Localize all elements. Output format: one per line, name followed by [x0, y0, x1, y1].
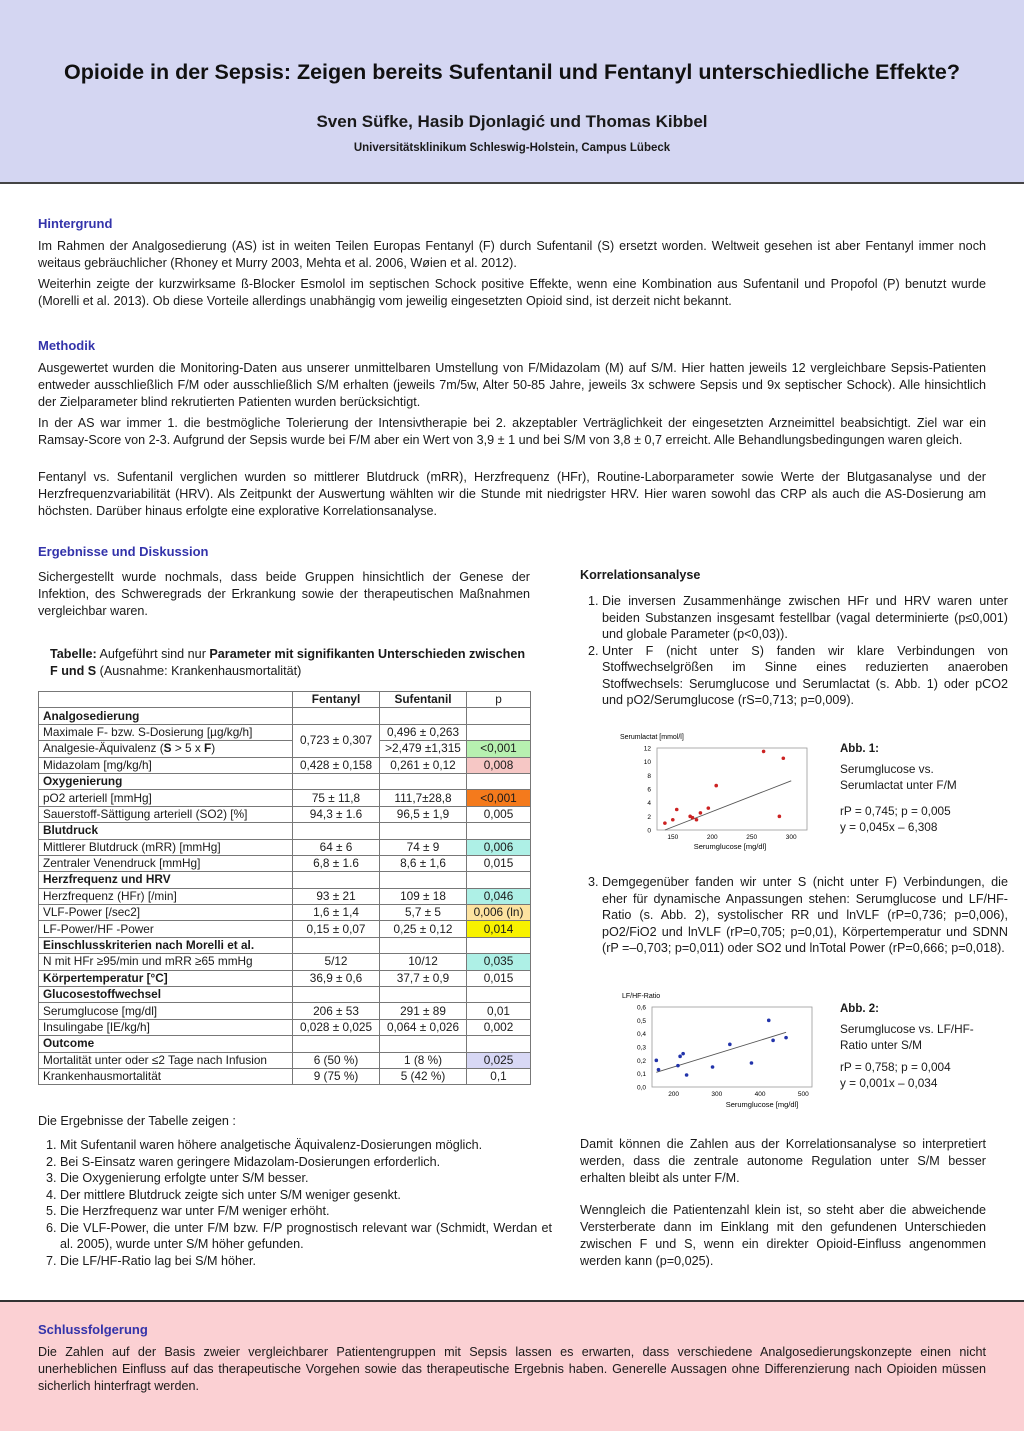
cell-p: 0,046	[467, 888, 531, 904]
fig2-data-point	[771, 1039, 775, 1043]
cell-sufentanil: 10/12	[380, 954, 467, 970]
fig1-data-point	[671, 818, 675, 822]
table-row	[39, 1068, 531, 1084]
cell-fentanyl: 75 ± 11,8	[293, 790, 380, 806]
list-item: 3. Die Oxygenierung erfolgte unter S/M besser.	[60, 1170, 552, 1187]
fig2-data-point	[750, 1061, 754, 1065]
methodik-paragraph-1: Ausgewertet wurden die Monitoring-Daten aus unserer unmittelbaren Umstellung von F/Midazolam (M) auf S/M. Hier hatten jeweils 12 vergleichbare Sepsis-Patienten entweder ausschließlich F/M oder ausschließlich S/M erhalten (jeweils 7m/5w, Alter 50-85 Jahre, jeweils 3x schwere Sepsis und 9x septischer Schock). Alle hinsichtlich der Zielparameter blind rekrutierten Patienten wurden berücksichtigt.	[38, 361, 986, 409]
korrelation-list-1	[580, 593, 1008, 709]
fig2-data-point	[728, 1043, 732, 1047]
fig1-data-point	[714, 784, 718, 788]
cell-p: 0,015	[467, 970, 531, 986]
korrelation-conclusion-1: Damit können die Zahlen aus der Korrelationsanalyse so interpretiert werden, dass die zentrale autonome Regulation unter S/M besser erhalten bleibt als unter F/M.	[580, 1137, 986, 1185]
table-caption-post: (Ausnahme: Krankenhausmortalität)	[99, 664, 302, 678]
fig1-ytick-label: 6	[647, 786, 651, 794]
table-caption-label: Tabelle:	[50, 647, 97, 661]
row-label: Maximale F- bzw. S-Dosierung [µg/kg/h]	[39, 724, 293, 740]
results-table	[38, 691, 531, 1085]
row-label: Herzfrequenz (HFr) [/min]	[39, 888, 293, 904]
row-label: Midazolam [mg/kg/h]	[39, 757, 293, 773]
row-label: pO2 arteriell [mmHg]	[39, 790, 293, 806]
fig2-xtick-label: 300	[711, 1091, 723, 1098]
methodik-paragraph-2: In der AS war immer 1. die bestmögliche Tolerierung der Intensivtherapie bei 2. akzeptabler Verträglichkeit der eingesetzten Arzneimittel beabsichtigt. Ziel war ein Ramsay-Score von 2-3. Aufgrund der Sepsis wurde bei F/M aber ein Wert von 3,9 ± 1 und bei S/M von 3,8 ± 0,7 erreicht. Alle Behandlungsbedingungen waren gleich.	[38, 416, 986, 447]
cell-sufentanil: 0,261 ± 0,12	[380, 757, 467, 773]
fig2-data-point	[711, 1065, 715, 1069]
cell-sufentanil: 8,6 ± 1,6	[380, 855, 467, 871]
group-analgosedierung: Analgosedierung	[39, 708, 293, 724]
fig2-ytick-label: 0,0	[636, 1084, 646, 1092]
table-row	[39, 741, 531, 757]
table-group-row	[39, 823, 531, 839]
cell-fentanyl: 206 ± 53	[293, 1003, 380, 1019]
table-row	[39, 921, 531, 937]
fig2-data-point	[655, 1059, 659, 1063]
table-caption	[50, 646, 530, 680]
table-row	[39, 888, 531, 904]
korrelation-conclusion-2: Wenngleich die Patientenzahl klein ist, so steht aber die abweichende Versterberate dann im Einklang mit den gefundenen Unterschieden zwischen F und S, wenn ein direkter Opioid-Einfluss angenommen werden kann (p=0,025).	[580, 1203, 986, 1268]
table-group-row	[39, 1036, 531, 1052]
section-title-hintergrund: Hintergrund	[38, 216, 113, 231]
row-label: Mittlerer Blutdruck (mRR) [mmHg]	[39, 839, 293, 855]
table-row	[39, 806, 531, 822]
group-outcome: Outcome	[39, 1036, 293, 1052]
fig1-data-point	[699, 811, 703, 815]
conclusion-box	[0, 1300, 1024, 1431]
cell-fentanyl: 0,15 ± 0,07	[293, 921, 380, 937]
cell-sufentanil: 5 (42 %)	[380, 1068, 467, 1084]
fig2-data-point	[784, 1036, 788, 1040]
table-header-p: p	[467, 692, 531, 708]
methodik-paragraph-3: Fentanyl vs. Sufentanil verglichen wurden so mittlerer Blutdruck (mRR), Herzfrequenz (HFr), Routine-Laborparameter sowie Werte der Blutgasanalyse und der Herzfrequenzvariabilität (HRV). Als Zeitpunkt der Auswertung wählten wir die Stunde mit niedrigster HRV. Hier waren sowohl das CRP als auch die AS-Dosierung am höchsten. Darüber hinaus erfolgte eine explorative Korrelationsanalyse.	[38, 470, 986, 518]
section-title-methodik: Methodik	[38, 338, 96, 353]
figure-2-chart	[612, 988, 822, 1113]
cell-sufentanil: >2,479 ±1,315	[380, 741, 467, 757]
cell-sufentanil: 109 ± 18	[380, 888, 467, 904]
results-list	[38, 1137, 552, 1269]
table-row	[39, 757, 531, 773]
fig2-yticks	[637, 1005, 646, 1092]
hintergrund-paragraph-1: Im Rahmen der Analgosedierung (AS) ist in weiten Teilen Europas Fentanyl (F) durch Sufentanil (S) ersetzt worden. Weltweit gesehen ist aber Fentanyl immer noch weitaus gebräuchlicher (Rhoney et Murry 2003, Mehta et al. 2006, Wøien et al. 2012).	[38, 239, 986, 270]
table-row	[39, 954, 531, 970]
fig1-ytick-label: 10	[643, 759, 651, 767]
cell-p: 0,005	[467, 806, 531, 822]
fig2-xtick-label: 400	[754, 1091, 766, 1098]
figure-1-chart	[612, 728, 817, 853]
section-title-schluss: Schlussfolgerung	[38, 1322, 148, 1337]
cell-sufentanil: 96,5 ± 1,9	[380, 806, 467, 822]
cell-p: 0,014	[467, 921, 531, 937]
table-row	[39, 724, 531, 740]
table-group-row	[39, 937, 531, 953]
section-title-ergebnisse: Ergebnisse und Diskussion	[38, 544, 209, 559]
fig2-xtick-label: 500	[797, 1091, 809, 1098]
fig1-xticks	[667, 834, 797, 841]
list-item: 2. Bei S-Einsatz waren geringere Midazolam-Dosierungen erforderlich.	[60, 1154, 552, 1171]
cell-sufentanil: 37,7 ± 0,9	[380, 970, 467, 986]
fig2-ytick-label: 0,6	[636, 1004, 646, 1012]
cell-p: 0,008	[467, 757, 531, 773]
fig1-data-point	[663, 821, 667, 825]
cell-p: 0,035	[467, 954, 531, 970]
fig2-data-point	[681, 1052, 685, 1056]
fig2-ytick-label: 0,2	[636, 1057, 646, 1065]
fig2-ytick-label: 0,3	[636, 1044, 646, 1052]
row-label: Sauerstoff-Sättigung arteriell (SO2) [%]	[39, 806, 293, 822]
table-group-row	[39, 987, 531, 1003]
fig1-data-point	[691, 816, 695, 820]
affiliation: Universitätsklinikum Schleswig-Holstein, Campus Lübeck	[353, 142, 671, 154]
row-label: VLF-Power [/sec2]	[39, 905, 293, 921]
cell-fentanyl: 0,428 ± 0,158	[293, 757, 380, 773]
poster-title: Opioide in der Sepsis: Zeigen bereits Sufentanil und Fentanyl unterschiedliche Effekte?	[64, 60, 960, 84]
fig1-ytick-label: 2	[647, 813, 651, 821]
fig1-ylabel: Serumlactat [mmol/l]	[620, 734, 684, 741]
table-row	[39, 839, 531, 855]
cell-fentanyl: 36,9 ± 0,6	[293, 970, 380, 986]
cell-p: 0,002	[467, 1019, 531, 1035]
fig1-points	[663, 750, 785, 825]
fig1-data-point	[762, 750, 766, 754]
cell-fentanyl: 0,723 ± 0,307	[293, 724, 380, 757]
fig2-data-point	[685, 1073, 689, 1077]
table-caption-bold: Parameter mit signifikanten Unterschieden zwischen F und S	[50, 647, 526, 678]
list-item: 2. Unter F (nicht unter S) fanden wir klare Verbindungen von Stoffwechselgrößen im Sinne eines reduzierten anaeroben Stoffwechsels: Serumglucose und Serumlactat (s. Abb. 1) oder pCO2 und pO2/Serumglucose (rS=0,713; p=0,009).	[602, 643, 1008, 709]
cell-p: 0,01	[467, 1003, 531, 1019]
fig1-xtick-label: 200	[706, 834, 718, 841]
fig1-ytick-label: 0	[647, 827, 651, 835]
row-label: LF-Power/HF -Power	[39, 921, 293, 937]
table-row	[39, 905, 531, 921]
fig2-data-point	[676, 1064, 680, 1068]
fig2-xlabel: Serumglucose [mg/dl]	[725, 1100, 799, 1109]
cell-fentanyl: 6 (50 %)	[293, 1052, 380, 1068]
cell-fentanyl: 9 (75 %)	[293, 1068, 380, 1084]
row-label: Zentraler Venendruck [mmHg]	[39, 855, 293, 871]
fig1-data-point	[778, 815, 782, 819]
fig2-points	[655, 1019, 788, 1077]
table-row	[39, 855, 531, 871]
cell-p: <0,001	[467, 741, 531, 757]
group-blutdruck: Blutdruck	[39, 823, 293, 839]
fig1-data-point	[695, 818, 699, 822]
fig1-data-point	[782, 756, 786, 760]
authors: Sven Süfke, Hasib Djonlagić und Thomas Kibbel	[316, 112, 708, 131]
cell-p: 0,025	[467, 1052, 531, 1068]
cell-p: 0,015	[467, 855, 531, 871]
cell-p: 0,1	[467, 1068, 531, 1084]
fig2-data-point	[767, 1019, 771, 1023]
fig1-yticks	[644, 746, 652, 835]
cell-p: 0,006	[467, 839, 531, 855]
cell-sufentanil: 1 (8 %)	[380, 1052, 467, 1068]
table-row	[39, 1052, 531, 1068]
fig2-ytick-label: 0,5	[636, 1017, 646, 1025]
fig2-ytick-label: 0,4	[636, 1031, 646, 1039]
fig1-ytick-label: 12	[643, 745, 651, 753]
table-header-row	[39, 692, 531, 708]
fig2-data-point	[657, 1068, 661, 1072]
row-label: Analgesie-Äquivalenz (S > 5 x F)	[39, 741, 293, 757]
fig1-caption: Serumglucose vs. Serumlactat unter F/M	[840, 762, 957, 792]
results-intro: Die Ergebnisse der Tabelle zeigen :	[38, 1114, 236, 1128]
table-row	[39, 970, 531, 986]
group-einschluss: Einschlusskriterien nach Morelli et al.	[39, 937, 293, 953]
row-label: Krankenhausmortalität	[39, 1068, 293, 1084]
table-header-fentanyl: Fentanyl	[293, 692, 380, 708]
cell-fentanyl: 5/12	[293, 954, 380, 970]
fig2-title: Abb. 2:	[840, 1003, 879, 1015]
table-row	[39, 790, 531, 806]
table-caption-pre: Aufgeführt sind nur	[99, 647, 206, 661]
fig1-ytick-label: 4	[647, 800, 651, 808]
schluss-text: Die Zahlen auf der Basis zweier vergleichbarer Patientengruppen mit Sepsis lassen es erwarten, dass verschiedene Analgosedierungskonzepte einen nicht unerheblichen Einfluss auf das therapeutische Vorgehen sowie das therapeutische Ergebnis haben. Generelle Aussagen ohne Differenzierung nach Opioiden müssen sicherlich hinterfragt werden.	[38, 1345, 986, 1393]
group-glucose: Glucosestoffwechsel	[39, 987, 293, 1003]
group-herzfrequenz: Herzfrequenz und HRV	[39, 872, 293, 888]
fig2-stat-2: y = 0,001x – 0,034	[840, 1076, 938, 1090]
list-item: 1. Mit Sufentanil waren höhere analgetische Äquivalenz-Dosierungen möglich.	[60, 1137, 552, 1154]
cell-sufentanil: 0,064 ± 0,026	[380, 1019, 467, 1035]
fig2-xtick-label: 200	[668, 1091, 680, 1098]
fig2-ylabel: LF/HF-Ratio	[622, 993, 661, 1000]
cell-sufentanil: 111,7±28,8	[380, 790, 467, 806]
fig2-ytick-label: 0,1	[636, 1071, 646, 1079]
table-group-row	[39, 773, 531, 789]
cell-fentanyl: 94,3 ± 1.6	[293, 806, 380, 822]
fig1-xtick-label: 150	[667, 834, 679, 841]
fig1-title: Abb. 1:	[840, 743, 879, 755]
fig1-xlabel: Serumglucose [mg/dl]	[693, 842, 767, 851]
fig1-plot-frame	[657, 748, 807, 830]
cell-p: <0,001	[467, 790, 531, 806]
fig2-data-point	[678, 1055, 682, 1059]
poster-header	[0, 0, 1024, 184]
cell-sufentanil: 291 ± 89	[380, 1003, 467, 1019]
fig1-xtick-label: 300	[785, 834, 797, 841]
row-label: Mortalität unter oder ≤2 Tage nach Infusion	[39, 1052, 293, 1068]
list-item: 4. Der mittlere Blutdruck zeigte sich unter S/M weniger gesenkt.	[60, 1187, 552, 1204]
table-header-blank	[39, 692, 293, 708]
group-koerpertemperatur: Körpertemperatur [°C]	[39, 970, 293, 986]
cell-fentanyl: 0,028 ± 0,025	[293, 1019, 380, 1035]
row-label: Insulingabe [IE/kg/h]	[39, 1019, 293, 1035]
hintergrund-paragraph-2: Weiterhin zeigte der kurzwirksame ß-Blocker Esmolol im septischen Schock positive Effekte, wenn eine Kombination aus Sufentanil und Propofol (P) benutzt wurde (Morelli et al. 2013). Ob diese Vorteile allerdings unabhängig vom jeweilig eingesetzten Opioid sind, ist derzeit nicht bekannt.	[38, 277, 986, 308]
korrelation-list-2	[580, 874, 1008, 957]
table-group-row	[39, 872, 531, 888]
table-group-row	[39, 708, 531, 724]
fig1-trend-line	[665, 781, 791, 830]
korrelation-title: Korrelationsanalyse	[580, 568, 701, 582]
cell-fentanyl: 93 ± 21	[293, 888, 380, 904]
list-item: 6. Die VLF-Power, die unter F/M bzw. F/P prognostisch relevant war (Schmidt, Werdan et al. 2005), wurde unter S/M höher gefunden.	[60, 1220, 552, 1253]
fig1-stat-1: rP = 0,745; p = 0,005	[840, 804, 951, 818]
table-row	[39, 1003, 531, 1019]
cell-sufentanil: 5,7 ± 5	[380, 905, 467, 921]
list-item: 3. Demgegenüber fanden wir unter S (nicht unter F) Verbindungen, die eher für dynamische Anpassungen stehen: Serumglucose und LF/HF-Ratio (s. Abb. 2), systolischer RR und lnVLF (rP=0,736; p=0,006), pO2/FiO2 und lnVLF (rP=0,705; p=0,01), Körpertemperatur und SDNN (rP =–0,703; p=0,011) oder SO2 und lnTotal Power (rP=0,666; p=0,018).	[602, 874, 1008, 957]
table-header-sufentanil: Sufentanil	[380, 692, 467, 708]
fig1-ytick-label: 8	[647, 772, 651, 780]
row-label: N mit HFr ≥95/min und mRR ≥65 mmHg	[39, 954, 293, 970]
ergebnisse-intro: Sichergestellt wurde nochmals, dass beide Gruppen hinsichtlich der Genese der Infektion, des Schweregrads der Erkrankung sowie der therapeutischen Maßnahmen vergleichbar waren.	[38, 570, 530, 618]
fig2-stat-1: rP = 0,758; p = 0,004	[840, 1060, 951, 1074]
table-row	[39, 1019, 531, 1035]
list-item: 1. Die inversen Zusammenhänge zwischen HFr und HRV waren unter beiden Substanzen insgesamt festellbar (vagal determinierte (p≤0,001) und globale Parameter (p<0,03)).	[602, 593, 1008, 643]
cell-sufentanil: 0,496 ± 0,263	[380, 724, 467, 740]
cell-fentanyl: 1,6 ± 1,4	[293, 905, 380, 921]
fig2-plot-frame	[652, 1007, 812, 1087]
fig2-trend-line	[656, 1032, 786, 1072]
row-label: Serumglucose [mg/dl]	[39, 1003, 293, 1019]
fig1-data-point	[675, 808, 679, 812]
cell-fentanyl: 6,8 ± 1.6	[293, 855, 380, 871]
cell-sufentanil: 0,25 ± 0,12	[380, 921, 467, 937]
fig2-xticks	[668, 1091, 809, 1098]
fig1-data-point	[707, 806, 711, 810]
fig1-stat-2: y = 0,045x – 6,308	[840, 820, 938, 834]
list-item: 5. Die Herzfrequenz war unter F/M weniger erhöht.	[60, 1203, 552, 1220]
group-oxygenierung: Oxygenierung	[39, 773, 293, 789]
list-item: 7. Die LF/HF-Ratio lag bei S/M höher.	[60, 1253, 552, 1270]
fig2-caption: Serumglucose vs. LF/HF-Ratio unter S/M	[840, 1022, 974, 1052]
fig1-xtick-label: 250	[746, 834, 758, 841]
cell-sufentanil: 74 ± 9	[380, 839, 467, 855]
cell-fentanyl: 64 ± 6	[293, 839, 380, 855]
cell-p: 0,006 (ln)	[467, 905, 531, 921]
